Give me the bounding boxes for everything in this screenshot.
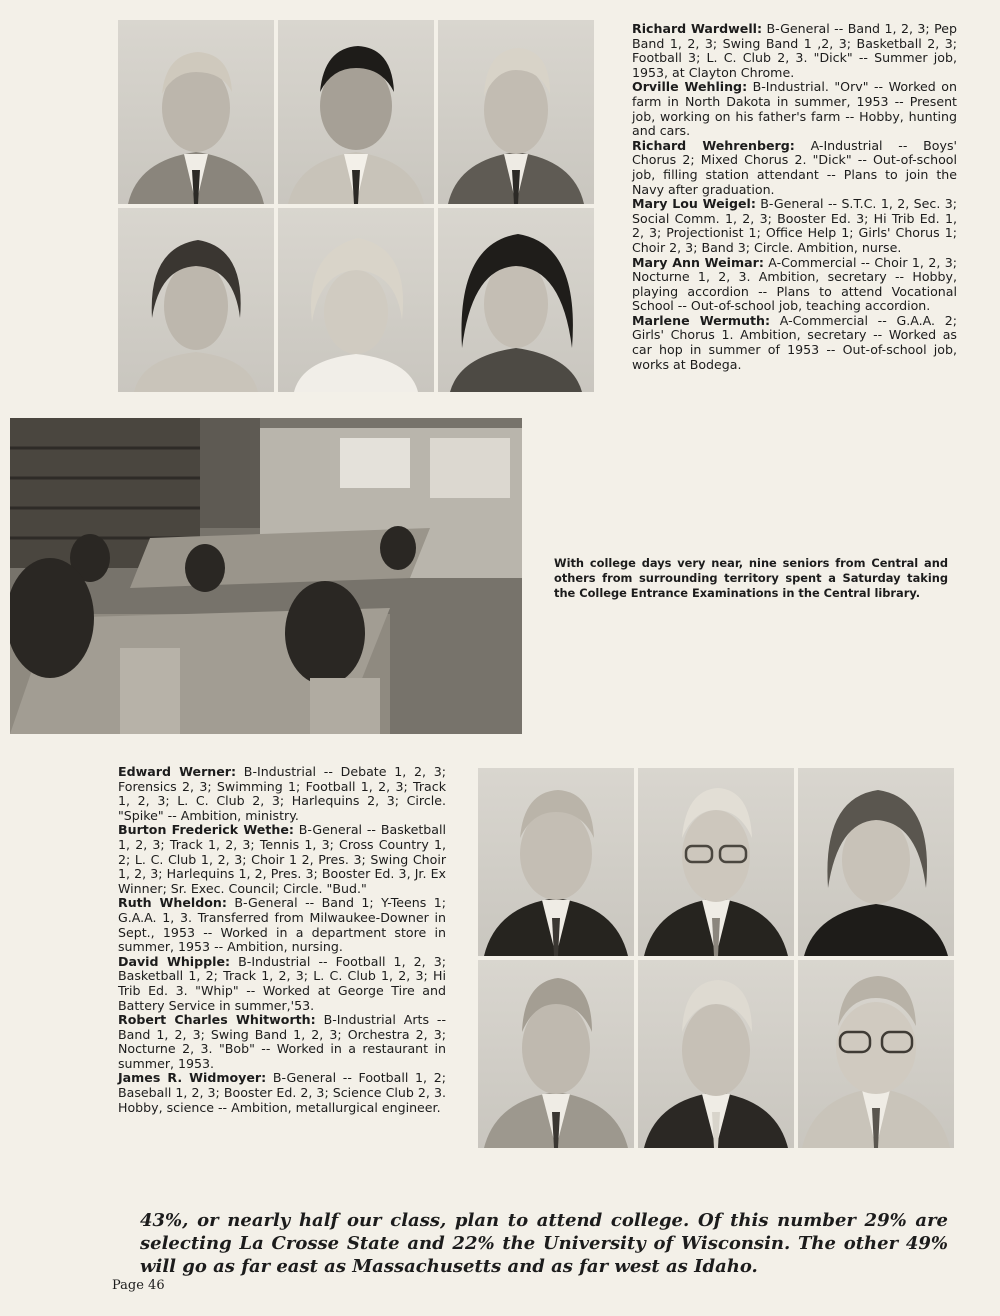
bio-text: B-General -- Band 1; Y-Teens 1; G.A.A. 1, 3. Transferred from Milwaukee-Downer in Sept., 1953 -- Worked in a department store in summer, 1953 -- Ambition, nursing.	[118, 895, 446, 955]
bio-text: B-General -- Basketball 1, 2, 3; Track 1, 2, 3; Tennis 1, 3; Cross Country 1, 2; L. C. Club 1, 2, 3; Choir 1 2, Pres. 3; Swing Choir 1, 2, 3; Harlequins 1, 2, Pres. 3; Booster Ed. 3, Jr. Ex Winner; Sr. Exec. Council; Circle. "Bud."	[118, 822, 446, 896]
library-scene-image	[10, 418, 522, 734]
bio-text: A-Commercial -- Choir 1, 2, 3; Nocturne 1, 2, 3. Ambition, secretary -- Hobby, playing accordion -- Plans to attend Vocational School -- Out-of-school job, teaching accordion.	[632, 254, 957, 314]
library-photo	[10, 418, 522, 734]
bio-james-r-widmoyer	[118, 1071, 446, 1115]
photo-caption: With college days very near, nine seniors from Central and others from surrounding territory spent a Saturday taking the College Entrance Examinations in the Central library.	[554, 556, 948, 601]
bio-text: B-General -- Band 1, 2, 3; Pep Band 1, 2, 3; Swing Band 1 ,2, 3; Basketball 2, 3; Football 3; L. C. Club 2, 3. "Dick" -- Summer job, 1953, at Clayton Chrome.	[632, 21, 957, 80]
bottom-bio-block	[118, 765, 446, 1115]
portrait-robert-charles-whitworth	[638, 960, 794, 1148]
bio-name: Orville Wehling:	[632, 79, 748, 95]
bio-name: Marlene Wermuth:	[632, 312, 771, 328]
bio-name: Richard Wehrenberg:	[632, 137, 795, 153]
bio-edward-werner	[118, 765, 446, 823]
bio-david-whipple	[118, 955, 446, 1013]
bio-orville-wehling	[632, 80, 957, 138]
portrait-ruth-wheldon	[798, 768, 954, 956]
bio-burton-frederick-wethe	[118, 823, 446, 896]
bio-text: A-Industrial -- Boys' Chorus 2; Mixed Chorus 2. "Dick" -- Out-of-school job, filling station attendant -- Plans to join the Navy after graduation.	[632, 137, 957, 197]
portrait-richard-wehrenberg	[438, 20, 594, 204]
bio-text: B-Industrial -- Football 1, 2, 3; Basketball 1, 2; Track 1, 2, 3; L. C. Club 1, 2, 3; Hi Trib Ed. 3. "Whip" -- Worked at George Tire and Battery Service in summer,'53.	[118, 953, 446, 1013]
bio-text: B-Industrial -- Debate 1, 2, 3; Forensics 2, 3; Swimming 1; Football 1, 2, 3; Track 1, 2, 3; L. C. Club 2, 3; Harlequins 2, 3; Circle. "Spike" -- Ambition, ministry.	[118, 764, 446, 823]
bio-name: Mary Lou Weigel:	[632, 196, 756, 212]
bio-mary-ann-weimar	[632, 256, 957, 314]
top-bio-block	[632, 22, 957, 372]
bottom-portrait-grid	[478, 768, 954, 1148]
portrait-edward-werner	[478, 768, 634, 956]
bio-name: Robert Charles Whitworth:	[118, 1012, 316, 1028]
bio-text: B-General -- Football 1, 2; Baseball 1, 2, 3; Booster Ed. 2, 3; Science Club 2, 3. Hobby, science -- Ambition, metallurgical engineer.	[118, 1070, 446, 1115]
bio-name: Ruth Wheldon:	[118, 895, 227, 911]
portrait-richard-wardwell	[118, 20, 274, 204]
bio-name: James R. Widmoyer:	[118, 1070, 267, 1086]
bio-mary-lou-weigel	[632, 197, 957, 255]
bio-text: B-Industrial. "Orv" -- Worked on farm in North Dakota in summer, 1953 -- Present job, working on his father's farm -- Hobby, hunting and cars.	[632, 79, 957, 139]
portrait-marlene-wermuth	[438, 208, 594, 392]
bio-ruth-wheldon	[118, 896, 446, 954]
portrait-mary-ann-weimar	[278, 208, 434, 392]
top-portrait-grid	[118, 20, 594, 392]
portrait-burton-frederick-wethe	[638, 768, 794, 956]
portrait-mary-lou-weigel	[118, 208, 274, 392]
footer-quote: 43%, or nearly half our class, plan to attend college. Of this number 29% are selecting La Crosse State and 22% the University of Wisconsin. The other 49% will go as far east as Massachusetts and as far west as Idaho.	[140, 1210, 948, 1277]
bio-name: Richard Wardwell:	[632, 21, 763, 36]
bio-richard-wehrenberg	[632, 139, 957, 197]
bio-name: Mary Ann Weimar:	[632, 254, 764, 270]
bio-name: Edward Werner:	[118, 764, 237, 779]
bio-text: B-General -- S.T.C. 1, 2, Sec. 3; Social Comm. 1, 2, 3; Booster Ed. 3; Hi Trib Ed. 1, 2, 3; Projectionist 1; Office Help 1; Girls' Chorus 1; Choir 2, 3; Band 3; Circle. Ambition, nurse.	[632, 196, 957, 255]
portrait-david-whipple	[478, 960, 634, 1148]
page-number: Page 46	[112, 1278, 165, 1293]
bio-richard-wardwell	[632, 22, 957, 80]
portrait-james-r-widmoyer	[798, 960, 954, 1148]
bio-name: David Whipple:	[118, 953, 231, 969]
bio-text: B-Industrial Arts -- Band 1, 2, 3; Swing Band 1, 2, 3; Orchestra 2, 3; Nocturne 2, 3. "Bob" -- Worked in a restaurant in summer, 1953.	[118, 1012, 447, 1071]
bio-name: Burton Frederick Wethe:	[118, 822, 294, 838]
bio-marlene-wermuth	[632, 314, 957, 372]
bio-text: A-Commercial -- G.A.A. 2; Girls' Chorus 1. Ambition, secretary -- Worked as car hop in summer of 1953 -- Out-of-school job, works at Bodega.	[632, 312, 957, 372]
portrait-orville-wehling	[278, 20, 434, 204]
bio-robert-charles-whitworth	[118, 1013, 446, 1071]
